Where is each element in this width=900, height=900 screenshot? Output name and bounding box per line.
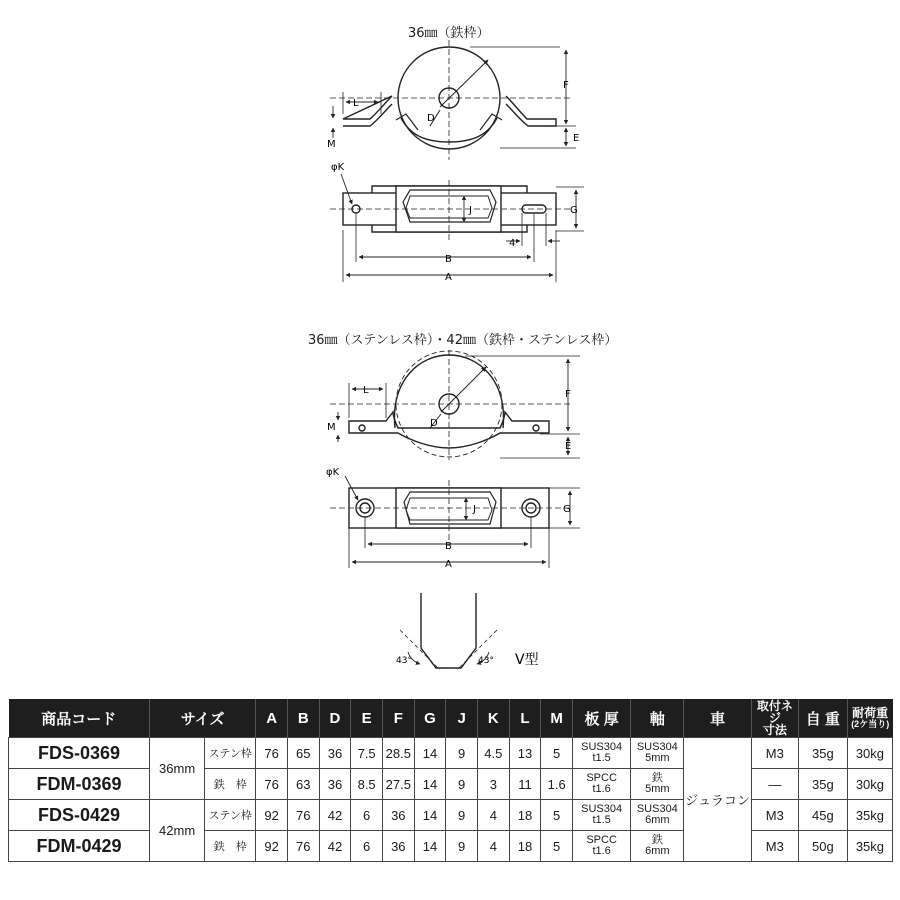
plate-thickness [573,769,631,800]
size-cell: 42mm [150,800,205,862]
dim-D: 36 [319,769,351,800]
weight: 50g [798,831,847,862]
d1-label-B: B [445,254,452,265]
d1-label-F: F [563,80,569,91]
header-L: L [509,699,541,738]
header-code: 商品コード [9,699,150,738]
dim-E: 6 [351,800,383,831]
diagram1-top-view [330,174,584,282]
d2-label-A: A [445,559,452,570]
d2-label-J: J [473,504,476,515]
dim-B: 76 [287,800,319,831]
size-cell: 36mm [150,738,205,800]
d2-label-M: M [327,422,336,433]
axle [631,831,684,862]
v-type-label: V型 [515,652,539,668]
d1-label-4: 4 [509,238,516,249]
header-K: K [477,699,509,738]
d2-label-F: F [565,389,571,400]
axle [631,800,684,831]
screw-size: M3 [751,800,798,831]
v-angle-right: 43° [478,656,494,666]
header-screw-line2: 寸法 [762,723,787,737]
dim-F: 28.5 [382,738,414,769]
dim-F: 36 [382,831,414,862]
header-J: J [446,699,478,738]
dim-M: 1.6 [541,769,573,800]
header-axle: 軸 [631,699,684,738]
dim-A: 92 [256,800,288,831]
dim-G: 14 [414,831,446,862]
load-capacity: 30kg [847,769,892,800]
axle-size: 5mm [645,783,670,795]
dim-J: 9 [446,738,478,769]
header-load-main: 耐荷重 [852,706,889,720]
screw-size: M3 [751,738,798,769]
header-B: B [287,699,319,738]
header-screw-line1: 取付ネジ [756,699,793,725]
frame-kind: 鉄 枠 [205,769,256,800]
plate-value: t1.5 [592,752,611,764]
table-header-row [9,699,893,738]
dim-B: 65 [287,738,319,769]
axle-size: 5mm [645,752,670,764]
axle [631,769,684,800]
load-capacity: 35kg [847,800,892,831]
product-code: FDM-0429 [9,831,150,862]
d1-label-J: J [469,205,472,216]
d2-label-E: E [565,441,572,452]
header-load [847,699,892,738]
dim-E: 6 [351,831,383,862]
axle-size: 6mm [645,845,670,857]
dim-D: 42 [319,800,351,831]
plate-material: SUS304 [581,803,623,815]
axle-size: 6mm [645,814,670,826]
header-A: A [256,699,288,738]
dim-L: 18 [509,831,541,862]
table-row [9,769,893,800]
wheel-material: ジュラコン [684,738,751,862]
table-row [9,738,893,769]
d2-label-phiK: φK [326,467,340,478]
dim-E: 8.5 [351,769,383,800]
dim-D: 36 [319,738,351,769]
dim-J: 9 [446,831,478,862]
diagram2-side-view [330,350,580,460]
dim-G: 14 [414,738,446,769]
header-plate: 板 厚 [573,699,631,738]
d2-label-L: L [363,385,369,396]
axle-material: SUS304 [636,803,678,815]
dim-K: 4 [477,800,509,831]
dim-E: 7.5 [351,738,383,769]
d1-label-L: L [353,98,359,109]
diagram1-title: 36㎜（鉄枠） [408,26,490,41]
dim-D: 42 [319,831,351,862]
weight: 35g [798,738,847,769]
header-wheel: 車 [684,699,751,738]
header-load-sub: (2ケ当り) [851,719,890,729]
d1-label-A: A [445,272,452,283]
diagram2-title: 36㎜（ステンレス枠）・42㎜（鉄枠・ステンレス枠） [308,333,618,348]
header-D: D [319,699,351,738]
dim-A: 76 [256,769,288,800]
screw-size: — [751,769,798,800]
plate-value: t1.5 [592,814,611,826]
frame-kind: ステン枠 [205,738,256,769]
dim-L: 11 [509,769,541,800]
dim-M: 5 [541,800,573,831]
v-angle-left: 43° [396,656,412,666]
plate-thickness [573,831,631,862]
header-G: G [414,699,446,738]
d2-label-G: G [563,504,571,515]
d1-label-E: E [573,133,580,144]
load-capacity: 35kg [847,831,892,862]
header-F: F [382,699,414,738]
header-weight: 自 重 [798,699,847,738]
dim-F: 27.5 [382,769,414,800]
diagram2-top-view [330,476,580,568]
dim-B: 63 [287,769,319,800]
d1-label-G: G [570,205,578,216]
table-row [9,800,893,831]
product-code: FDS-0429 [9,800,150,831]
weight: 35g [798,769,847,800]
dim-L: 18 [509,800,541,831]
dim-M: 5 [541,738,573,769]
screw-size: M3 [751,831,798,862]
dim-M: 5 [541,831,573,862]
dim-G: 14 [414,769,446,800]
dim-B: 76 [287,831,319,862]
plate-thickness [573,800,631,831]
d2-label-B: B [445,541,452,552]
dim-K: 4.5 [477,738,509,769]
dim-A: 92 [256,831,288,862]
axle-material: 鉄 [651,834,663,846]
header-screw [751,699,798,738]
dim-J: 9 [446,800,478,831]
spec-table [8,699,893,862]
header-size: サイズ [150,699,256,738]
plate-value: t1.6 [592,845,611,857]
d1-label-D: D [427,113,435,124]
plate-material: SUS304 [581,741,623,753]
frame-kind: ステン枠 [205,800,256,831]
plate-material: SPCC [586,772,617,784]
dim-G: 14 [414,800,446,831]
axle-material: 鉄 [651,772,663,784]
frame-kind: 鉄 枠 [205,831,256,862]
plate-value: t1.6 [592,783,611,795]
dim-K: 4 [477,831,509,862]
dim-L: 13 [509,738,541,769]
axle-material: SUS304 [636,741,678,753]
header-M: M [541,699,573,738]
diagram1-side-view [330,40,576,160]
d1-label-M: M [327,139,336,150]
weight: 45g [798,800,847,831]
plate-material: SPCC [586,834,617,846]
product-code: FDS-0369 [9,738,150,769]
plate-thickness [573,738,631,769]
dim-F: 36 [382,800,414,831]
dim-A: 76 [256,738,288,769]
product-code: FDM-0369 [9,769,150,800]
load-capacity: 30kg [847,738,892,769]
axle [631,738,684,769]
dim-K: 3 [477,769,509,800]
table-row [9,831,893,862]
header-E: E [351,699,383,738]
dim-J: 9 [446,769,478,800]
d2-label-D: D [430,418,438,429]
d1-label-phiK: φK [331,162,345,173]
